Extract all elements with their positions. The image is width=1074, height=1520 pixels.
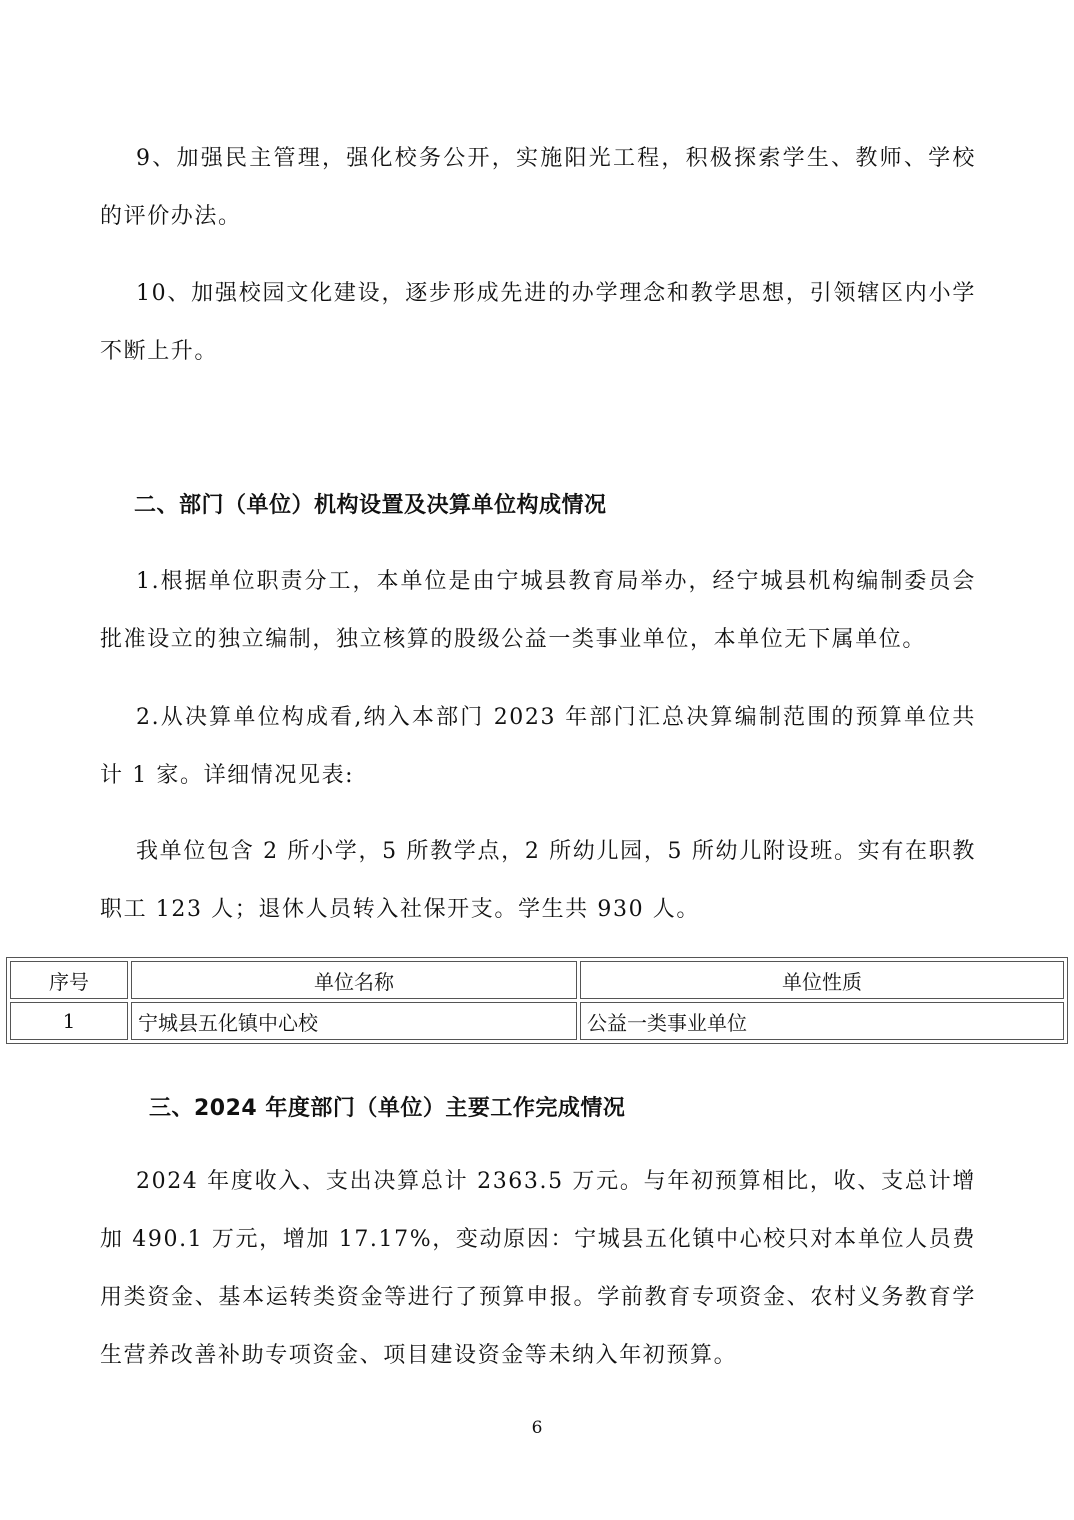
paragraph-item-10: 10、加强校园文化建设，逐步形成先进的办学理念和教学思想，引领辖区内小学不断上升。 bbox=[100, 281, 976, 364]
paragraph-item-9: 9、加强民主管理，强化校务公开，实施阳光工程，积极探索学生、教师、学校的评价办法。 bbox=[100, 146, 976, 229]
cell-index: 1 bbox=[10, 1002, 128, 1040]
unit-table bbox=[6, 957, 1068, 1044]
page-number: 6 bbox=[531, 1418, 543, 1438]
cell-unit-name: 宁城县五化镇中心校 bbox=[131, 1002, 577, 1040]
header-cell-index: 序号 bbox=[10, 961, 128, 999]
table-header-row bbox=[10, 961, 1064, 999]
section-2-item-2: 2.从决算单位构成看,纳入本部门 2023 年部门汇总决算编制范围的预算单位共计 1 家。详细情况见表: bbox=[100, 705, 976, 788]
table-row bbox=[10, 1002, 1064, 1040]
section-2-heading: 二、部门（单位）机构设置及决算单位构成情况 bbox=[134, 493, 607, 518]
cell-unit-type: 公益一类事业单位 bbox=[580, 1002, 1064, 1040]
section-2-item-1: 1.根据单位职责分工，本单位是由宁城县教育局举办，经宁城县机构编制委员会批准设立的独立编制，独立核算的股级公益一类事业单位，本单位无下属单位。 bbox=[100, 569, 976, 652]
section-3-heading: 三、2024 年度部门（单位）主要工作完成情况 bbox=[149, 1096, 626, 1121]
header-cell-unit-type: 单位性质 bbox=[580, 961, 1064, 999]
section-3-body: 2024 年度收入、支出决算总计 2363.5 万元。与年初预算相比，收、支总计增加 490.1 万元，增加 17.17%，变动原因：宁城县五化镇中心校只对本单位人员费用类资金、基本运转类资金等进行了预算申报。学前教育专项资金、农村义务教育学生营养改善补助专项资金、项目建设资金等未纳入年初预算。 bbox=[100, 1169, 976, 1368]
header-cell-unit-name: 单位名称 bbox=[131, 961, 577, 999]
section-2-item-3: 我单位包含 2 所小学，5 所教学点，2 所幼儿园，5 所幼儿附设班。实有在职教职工 123 人；退休人员转入社保开支。学生共 930 人。 bbox=[100, 839, 976, 922]
